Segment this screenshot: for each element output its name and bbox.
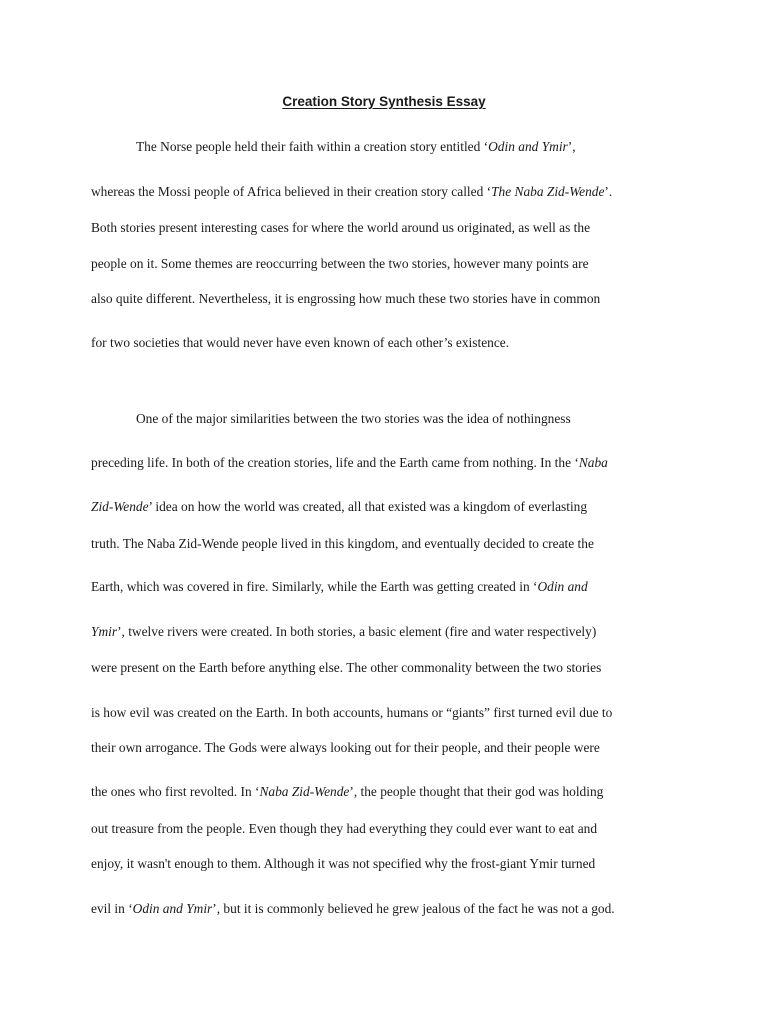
paragraph-2-line-3: Zid-Wende’ idea on how the world was created, all that existed was a kingdom of everlasting <box>91 499 588 514</box>
paragraph-2-line-8: is how evil was created on the Earth. In both accounts, humans or “giants” first turned evil due to <box>91 705 613 720</box>
paragraph-1-line-3: Both stories present interesting cases for where the world around us originated, as well as the <box>91 220 591 235</box>
paragraph-2-line-11: out treasure from the people. Even though they had everything they could ever want to eat and <box>91 821 598 836</box>
paragraph-2-line-6: Ymir’, twelve rivers were created. In both stories, a basic element (fire and water respectively) <box>91 624 597 639</box>
paragraph-2-line-13: evil in ‘Odin and Ymir’, but it is commonly believed he grew jealous of the fact he was not a god. <box>91 901 615 916</box>
paragraph-2-line-5: Earth, which was covered in fire. Similarly, while the Earth was getting created in ‘Odin and <box>91 579 588 594</box>
paragraph-2-line-1: One of the major similarities between the two stories was the idea of nothingness <box>136 411 571 426</box>
paragraph-2-line-10: the ones who first revolted. In ‘Naba Zid-Wende’, the people thought that their god was holding <box>91 784 604 799</box>
paragraph-1-line-2: whereas the Mossi people of Africa believed in their creation story called ‘The Naba Zid-Wende’. <box>91 184 613 199</box>
paragraph-1-line-1: The Norse people held their faith within a creation story entitled ‘Odin and Ymir’, <box>136 139 576 154</box>
paragraph-2-line-12: enjoy, it wasn't enough to them. Although it was not specified why the frost-giant Ymir turned <box>91 856 596 871</box>
paragraph-2-line-9: their own arrogance. The Gods were always looking out for their people, and their people were <box>91 740 600 755</box>
paragraph-2-line-7: were present on the Earth before anything else. The other commonality between the two stories <box>91 660 602 675</box>
essay-title: Creation Story Synthesis Essay <box>282 94 486 109</box>
paragraph-1-line-4: people on it. Some themes are reoccurring between the two stories, however many points are <box>91 256 589 271</box>
paragraph-1-line-5: also quite different. Nevertheless, it is engrossing how much these two stories have in common <box>91 291 601 306</box>
paragraph-2-line-4: truth. The Naba Zid-Wende people lived in this kingdom, and eventually decided to create the <box>91 536 594 551</box>
paragraph-2-line-2: preceding life. In both of the creation stories, life and the Earth came from nothing. In the ‘Naba <box>91 455 608 470</box>
paragraph-1-line-6: for two societies that would never have even known of each other’s existence. <box>91 335 510 350</box>
